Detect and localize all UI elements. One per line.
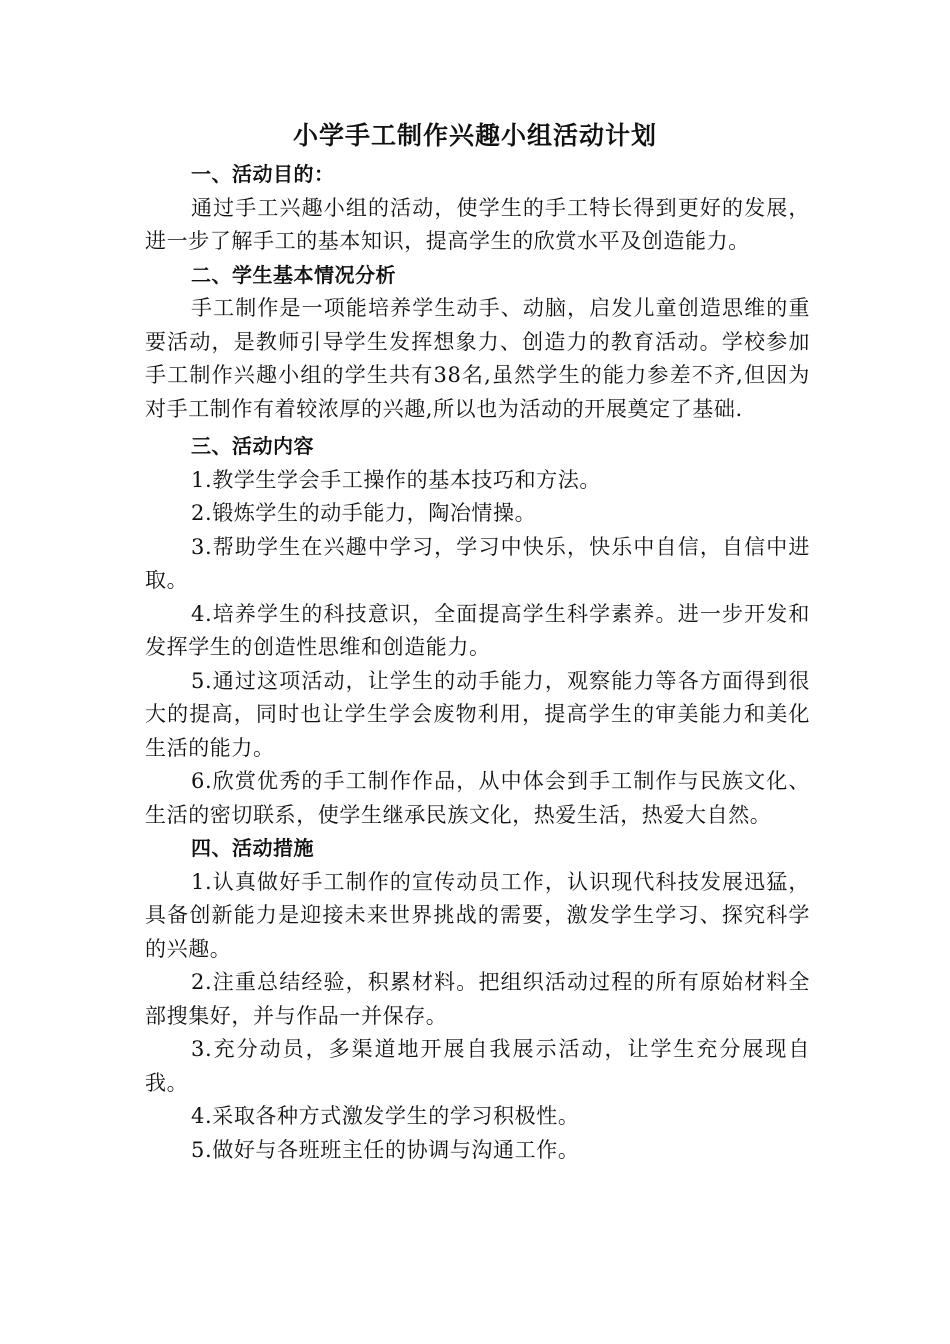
section-paragraph: 通过手工兴趣小组的活动，使学生的手工特长得到更好的发展，进一步了解手工的基本知识，提高学生的欣赏水平及创造能力。: [145, 195, 810, 253]
list-item: 4.培养学生的科技意识，全面提高学生科学素养。进一步开发和发挥学生的创造性思维和创造能力。: [145, 601, 810, 659]
list-item: 2.注重总结经验，积累材料。把组织活动过程的所有原始材料全部搜集好，并与作品一并保存。: [145, 970, 810, 1028]
list-item: 6.欣赏优秀的手工制作作品，从中体会到手工制作与民族文化、生活的密切联系，使学生继承民族文化，热爱生活，热爱大自然。: [145, 769, 810, 827]
section-paragraph: 手工制作是一项能培养学生动手、动脑，启发儿童创造思维的重要活动，是教师引导学生发挥想象力、创造力的教育活动。学校参加手工制作兴趣小组的学生共有38名,虽然学生的能力参差不齐,但因为对手工制作有着较浓厚的兴趣,所以也为活动的开展奠定了基础.: [145, 296, 810, 421]
list-item: 4.采取各种方式激发学生的学习积极性。: [191, 1104, 580, 1128]
list-item: 2.锻炼学生的动手能力，陶冶情操。: [191, 501, 537, 525]
document-body: [145, 158, 810, 1167]
document-title: 小学手工制作兴趣小组活动计划: [292, 121, 657, 150]
list-item: 3.帮助学生在兴趣中学习，学习中快乐，快乐中自信，自信中进取。: [145, 534, 810, 592]
list-item: 1.教学生学会手工操作的基本技巧和方法。: [191, 467, 602, 492]
section-heading: 二、学生基本情况分析: [191, 262, 396, 287]
section-heading: 四、活动措施: [191, 836, 314, 860]
list-item: 5.通过这项活动，让学生的动手能力，观察能力等各方面得到很大的提高，同时也让学生学会废物利用，提高学生的审美能力和美化生活的能力。: [145, 668, 810, 760]
section-heading: 三、活动内容: [191, 434, 314, 458]
list-item: 3.充分动员，多渠道地开展自我展示活动，让学生充分展现自我。: [145, 1037, 810, 1095]
section-activity-content: [145, 430, 810, 832]
section-heading: 一、活动目的：: [191, 162, 335, 186]
section-purpose: [145, 158, 810, 259]
list-item: 1.认真做好手工制作的宣传动员工作，认识现代科技发展迅猛，具备创新能力是迎接未来世界挑战的需要，激发学生学习、探究科学的兴趣。: [145, 869, 810, 961]
section-student-analysis: [145, 259, 810, 427]
section-activity-measures: [145, 832, 810, 1167]
list-item: 5.做好与各班班主任的协调与沟通工作。: [191, 1137, 580, 1162]
